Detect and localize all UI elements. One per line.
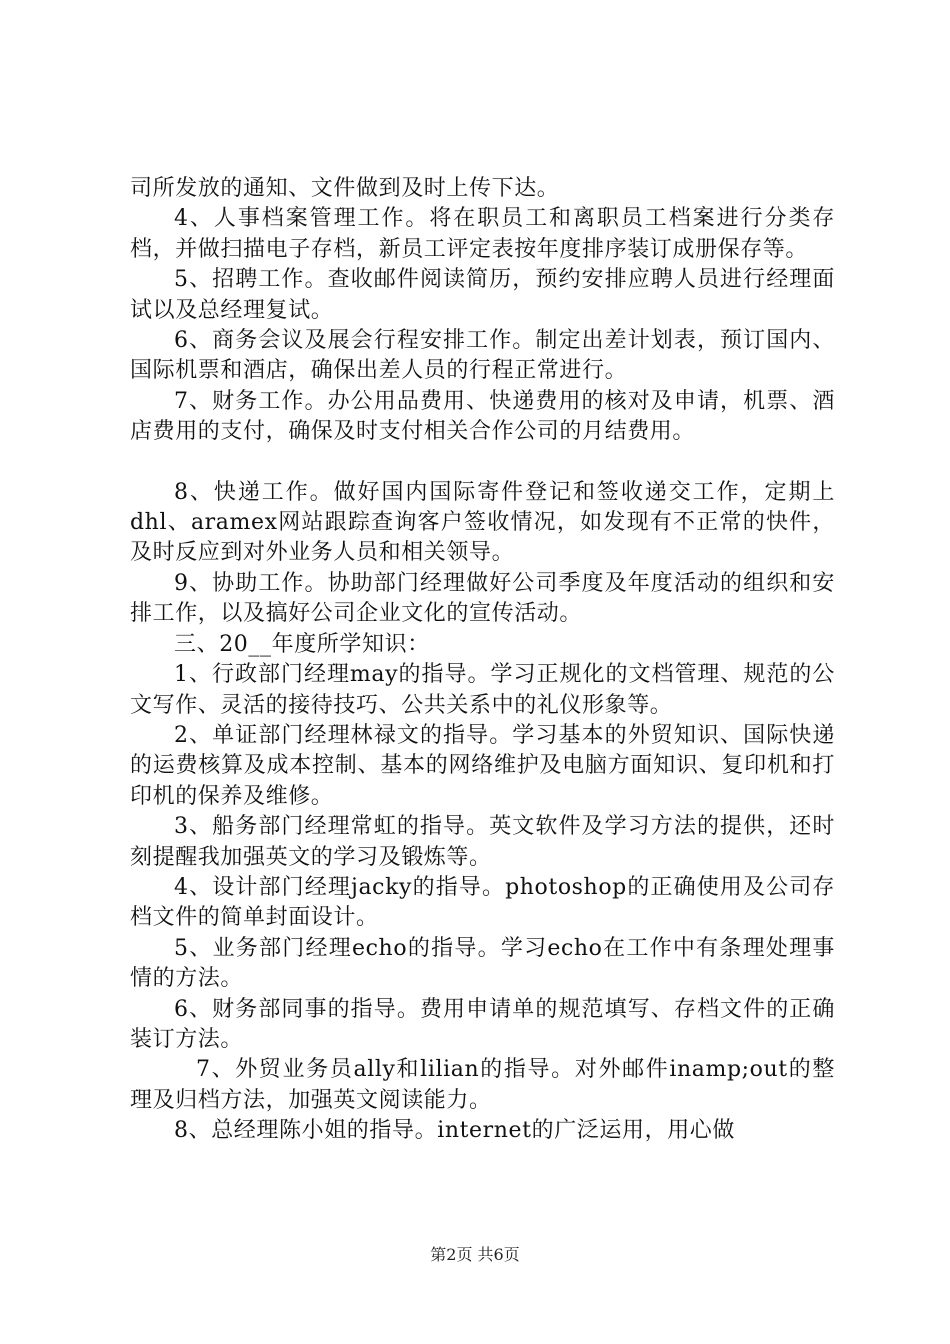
paragraph: 2、单证部门经理林禄文的指导。学习基本的外贸知识、国际快递的运费核算及成本控制、基本的网络维护及电脑方面知识、复印机和打印机的保养及维修。: [130, 722, 835, 809]
document-body: [130, 174, 835, 1147]
paragraph: 5、招聘工作。查收邮件阅读简历，预约安排应聘人员进行经理面试以及总经理复试。: [130, 267, 835, 323]
paragraph: 6、商务会议及展会行程安排工作。制定出差计划表，预订国内、国际机票和酒店，确保出差人员的行程正常进行。: [130, 328, 835, 384]
paragraph: 5、业务部门经理echo的指导。学习echo在工作中有条理处理事情的方法。: [130, 935, 835, 992]
paragraph: 4、人事档案管理工作。将在职员工和离职员工档案进行分类存档，并做扫描电子存档，新员工评定表按年度排序装订成册保存等。: [130, 206, 835, 262]
paragraph: 3、船务部门经理常虹的指导。英文软件及学习方法的提供，还时刻提醒我加强英文的学习及锻炼等。: [130, 814, 835, 870]
section-heading: 三、20__年度所学知识：: [174, 631, 430, 657]
paragraph: 9、协助工作。协助部门经理做好公司季度及年度活动的组织和安排工作，以及搞好公司企业文化的宣传活动。: [130, 570, 835, 627]
paragraph: 8、总经理陈小姐的指导。internet的广泛运用，用心做: [174, 1118, 736, 1144]
paragraph: 8、快递工作。做好国内国际寄件登记和签收递交工作，定期上dhl、aramex网站跟踪查询客户签收情况，如发现有不正常的快件，及时反应到对外业务人员和相关领导。: [130, 479, 835, 566]
paragraph: 7、财务工作。办公用品费用、快递费用的核对及申请，机票、酒店费用的支付，确保及时支付相关合作公司的月结费用。: [130, 388, 835, 445]
page-number: 第2页 共6页: [430, 1245, 520, 1264]
paragraph: 6、财务部同事的指导。费用申请单的规范填写、存档文件的正确装订方法。: [130, 996, 835, 1052]
paragraph: 1、行政部门经理may的指导。学习正规化的文档管理、规范的公文写作、灵活的接待技巧、公共关系中的礼仪形象等。: [130, 662, 835, 718]
paragraph: 7、外贸业务员ally和lilian的指导。对外邮件inamp;out的整理及归档方法，加强英文阅读能力。: [130, 1057, 835, 1113]
paragraph: 4、设计部门经理jacky的指导。photoshop的正确使用及公司存档文件的简单封面设计。: [130, 874, 835, 931]
paragraph: 司所发放的通知、文件做到及时上传下达。: [130, 176, 560, 201]
